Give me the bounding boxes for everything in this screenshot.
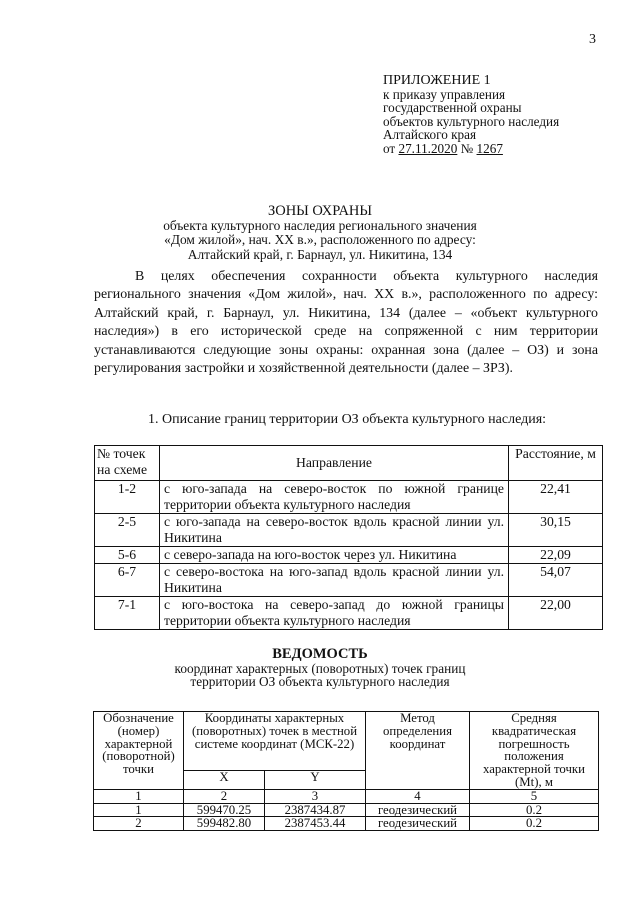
table-header-row <box>95 446 603 481</box>
col-number: 2 <box>184 789 265 803</box>
document-title: ЗОНЫ ОХРАНЫ <box>267 203 373 219</box>
row-points: 2-5 <box>95 514 160 547</box>
table-header-row <box>94 712 599 771</box>
heading-line: Алтайский край, г. Барнаул, ул. Никитина, 134 <box>187 246 453 262</box>
row-points: 5-6 <box>95 547 160 564</box>
header-points: № точек на схеме <box>95 446 160 481</box>
row-point: 1 <box>94 803 184 817</box>
appendix-line: к приказу управления <box>383 86 506 102</box>
header-coordinates: Координаты характерных (поворотных) точек в местной системе координат (МСК-22) <box>184 712 366 771</box>
appendix-line: объектов культурного наследия <box>383 113 560 129</box>
table-row <box>94 803 599 817</box>
appendix-date-line <box>383 142 559 156</box>
col-number: 4 <box>366 789 470 803</box>
row-distance: 30,15 <box>509 514 603 547</box>
appendix-line: государственной охраны <box>383 100 522 116</box>
row-direction: с юго-запада на северо-восток по южной границе территории объекта культурного наследия <box>160 481 509 514</box>
header-x: X <box>184 771 265 790</box>
row-y: 2387453.44 <box>265 817 366 831</box>
vedomost-line: территории ОЗ объекта культурного наследия <box>190 674 450 689</box>
header-direction: Направление <box>160 446 509 481</box>
row-accuracy: 0.2 <box>470 817 599 831</box>
row-distance: 22,41 <box>509 481 603 514</box>
appendix-line: Алтайского края <box>383 127 477 143</box>
document-heading <box>0 204 640 262</box>
row-y: 2387434.87 <box>265 803 366 817</box>
table-row <box>95 514 603 547</box>
col-number: 1 <box>94 789 184 803</box>
vedomost-title: ВЕДОМОСТЬ <box>272 646 368 662</box>
page-number: 3 <box>589 32 596 47</box>
heading-line: объекта культурного наследия регионального значения <box>163 217 477 233</box>
row-method: геодезический <box>366 803 470 817</box>
table-row <box>95 481 603 514</box>
vedomost-heading <box>0 648 640 689</box>
number-sign: № <box>457 140 477 156</box>
col-number: 5 <box>470 789 599 803</box>
vedomost-line: координат характерных (поворотных) точек границ <box>174 660 466 676</box>
header-designation: Обозначение (номер) характерной (поворотной) точки <box>94 712 184 790</box>
table-row <box>94 817 599 831</box>
header-y: Y <box>265 771 366 790</box>
row-points: 1-2 <box>95 481 160 514</box>
row-x: 599482.80 <box>184 817 265 831</box>
appendix-block <box>383 74 559 156</box>
row-distance: 22,09 <box>509 547 603 564</box>
header-method: Метод определения координат <box>366 712 470 790</box>
row-direction: с юго-запада на северо-восток вдоль красной линии ул. Никитина <box>160 514 509 547</box>
row-points: 7-1 <box>95 597 160 630</box>
row-direction: с северо-запада на юго-восток через ул. Никитина <box>160 547 509 564</box>
row-point: 2 <box>94 817 184 831</box>
order-date: 27.11.2020 <box>398 140 458 156</box>
boundary-table <box>94 445 603 630</box>
table-row <box>95 564 603 597</box>
row-direction: с северо-востока на юго-запад вдоль красной линии ул. Никитина <box>160 564 509 597</box>
col-number: 3 <box>265 789 366 803</box>
heading-line: «Дом жилой», нач. XX в.», расположенного по адресу: <box>164 232 476 247</box>
section-1-title: 1. Описание границ территории ОЗ объекта культурного наследия: <box>148 412 547 427</box>
row-distance: 54,07 <box>509 564 603 597</box>
row-accuracy: 0.2 <box>470 803 599 817</box>
column-numbers-row <box>94 789 599 803</box>
table-row <box>95 597 603 630</box>
header-distance: Расстояние, м <box>509 446 603 481</box>
row-distance: 22,00 <box>509 597 603 630</box>
header-accuracy: Средняя квадратическая погрешность положения характерной точки (Mt), м <box>470 712 599 790</box>
table-row <box>95 547 603 564</box>
row-points: 6-7 <box>95 564 160 597</box>
coordinates-table <box>93 711 599 831</box>
intro-paragraph: В целях обеспечения сохранности объекта культурного наследия регионального значения «Дом жилой», нач. XX в.», расположенного по адресу: Алтайский край, г. Барнаул, ул. Никитина, 134 (далее – «объект культурного наследия») в его исторической среде на сопряженной с ним территории устанавливаются следующие зоны охраны: охранная зона (далее – ОЗ) и зона регулирования застройки и хозяйственной деятельности (далее – ЗРЗ). <box>94 269 598 377</box>
row-x: 599470.25 <box>184 803 265 817</box>
row-method: геодезический <box>366 817 470 831</box>
row-direction: с юго-востока на северо-запад до южной границы территории объекта культурного наследия <box>160 597 509 630</box>
appendix-title: ПРИЛОЖЕНИЕ 1 <box>383 73 491 88</box>
date-prefix: от <box>383 140 399 156</box>
order-number: 1267 <box>476 140 503 156</box>
